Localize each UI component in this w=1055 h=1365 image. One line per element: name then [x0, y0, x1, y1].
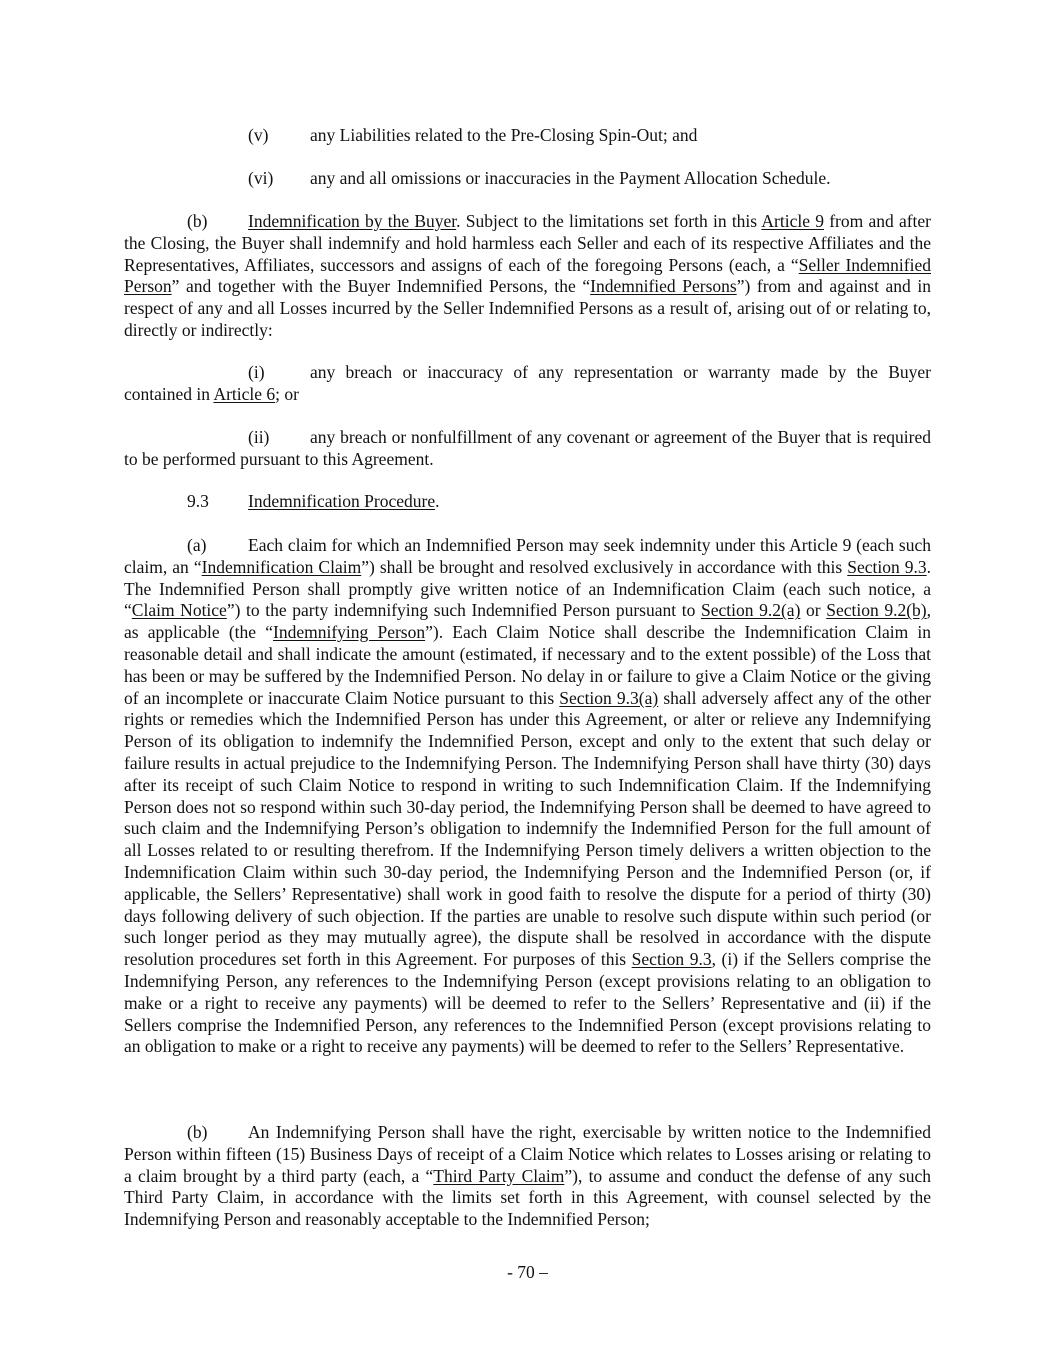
- list-item-vi: [248, 168, 831, 190]
- paragraph-label: (b): [187, 1122, 208, 1142]
- article-6-reference: Article 6: [213, 383, 276, 404]
- item-label: (vi): [248, 168, 274, 188]
- text-run: Each claim for which an Indemnified Person may seek indemnity under this Article 9 (each such claim, an “: [124, 535, 931, 577]
- text-run: or: [800, 600, 827, 621]
- item-text: any Liabilities related to the Pre-Closing Spin-Out; and: [310, 125, 698, 145]
- section-heading: Indemnification Procedure: [248, 491, 436, 511]
- text-run: ” and together with the Buyer Indemnified Persons, the “: [171, 276, 591, 297]
- text-run: ”). Each Claim Notice shall describe the Indemnification Claim in reasonable detail and shall indicate the amount (estimated, if necessary and to the extent possible) of the Loss that has been or may be suffered by the Indemnified Person. No delay in or failure to give a Claim Notice or the giving of an incomplete or inaccurate Claim Notice pursuant to this: [124, 622, 931, 708]
- defined-term-claim-notice: Claim Notice: [131, 600, 227, 621]
- defined-term-indemnified-persons: Indemnified Persons: [590, 276, 737, 297]
- defined-term-indemnification-claim: Indemnification Claim: [201, 556, 362, 577]
- section-9-2-a-reference: Section 9.2(a): [700, 600, 801, 621]
- item-label: (ii): [248, 427, 270, 447]
- item-text: any breach or nonfulfillment of any covenant or agreement of the Buyer that is required to be performed pursuant to this Agreement.: [124, 427, 931, 469]
- text-run: ; or: [275, 383, 299, 404]
- article-9-reference: Article 9: [761, 211, 824, 231]
- section-9-3-reference: Section 9.3: [847, 556, 927, 577]
- section-9-3-a-reference: Section 9.3(a): [559, 687, 659, 708]
- defined-term-indemnifying-person: Indemnifying Person: [273, 622, 426, 643]
- text-run: . The Indemnified Person shall promptly give written notice of an Indemnification Claim (each such notice, a “: [124, 556, 932, 621]
- text-run: ”), to assume and conduct the defense of any such Third Party Claim, in accordance with the limits set forth in this Agreement, with counsel selected by the Indemnifying Person and reasonably acceptable to the Indemnified Person;: [124, 1165, 931, 1230]
- section-9-3-reference: Section 9.3: [631, 949, 712, 970]
- item-label: (v): [248, 125, 269, 145]
- paragraph-9-3-a: [124, 535, 931, 1058]
- list-item-v: [248, 125, 697, 147]
- text-run: .: [435, 491, 440, 511]
- text-run: An Indemnifying Person shall have the right, exercisable by written notice to the Indemnified Person within fifteen (15) Business Days of receipt of a Claim Notice which relates to Losses arising or relating to a claim brought by a third party (each, a “: [124, 1122, 931, 1186]
- text-run: . Subject to the limitations set forth in this: [456, 211, 762, 231]
- section-heading: Indemnification by the Buyer: [248, 211, 457, 231]
- text-run: ”) from and against and in respect of any and all Losses incurred by the Seller Indemnified Persons as a result of, arising out of or relating to, directly or indirectly:: [124, 276, 931, 340]
- list-item-b-i: [124, 362, 931, 406]
- item-text: any and all omissions or inaccuracies in the Payment Allocation Schedule.: [310, 168, 831, 188]
- paragraph-label: (a): [187, 535, 207, 555]
- text-run: from and after the Closing, the Buyer shall indemnify and hold harmless each Seller and each of its respective Affiliates and the Representatives, Affiliates, successors and assigns of each of the foregoing Persons (each, a “: [124, 211, 931, 275]
- section-label: (b): [187, 211, 208, 231]
- section-b-paragraph: [124, 211, 931, 342]
- text-run: ”) to the party indemnifying such Indemnified Person pursuant to: [226, 600, 701, 621]
- text-run: , as applicable (the “: [124, 600, 931, 643]
- defined-term-third-party-claim: Third Party Claim: [433, 1165, 565, 1186]
- section-9-2-b-reference: Section 9.2(b): [826, 600, 927, 621]
- text-run: any breach or inaccuracy of any representation or warranty made by the Buyer contained in: [124, 362, 931, 404]
- text-run: , (i) if the Sellers comprise the Indemnifying Person, any references to the Indemnifying Person (except provisions relating to an obligation to make or a right to receive any payments) will be deemed to refer to the Sellers’ Representative and (ii) if the Sellers comprise the Indemnified Person, any references to the Indemnified Person (except provisions relating to an obligation to make or a right to receive any payments) will be deemed to refer to the Sellers’ Representative.: [124, 949, 931, 1057]
- text-run: ”) shall be brought and resolved exclusively in accordance with this: [361, 556, 848, 577]
- text-run: shall adversely affect any of the other rights or remedies which the Indemnified Person has under this Agreement, or alter or relieve any Indemnifying Person of its obligation to indemnify the Indemnified Person, except and only to the extent that such delay or failure results in actual prejudice to the Indemnifying Person. The Indemnifying Person shall have thirty (30) days after its receipt of such Claim Notice to respond in writing to such Indemnification Claim. If the Indemnifying Person does not so respond within such 30-day period, the Indemnifying Person shall be deemed to have agreed to such claim and the Indemnifying Person’s obligation to indemnify the Indemnified Person for the full amount of all Losses related to or resulting therefrom. If the Indemnifying Person timely delivers a written objection to the Indemnification Claim within such 30-day period, the Indemnifying Person and the Indemnified Person (or, if applicable, the Sellers’ Representative) shall work in good faith to resolve the dispute for a period of thirty (30) days following delivery of such objection. If the parties are unable to resolve such dispute within such period (or such longer period as they may mutually agree), the dispute shall be resolved in accordance with the dispute resolution procedures set forth in this Agreement. For purposes of this: [124, 687, 931, 970]
- section-9-3-heading: [124, 491, 931, 513]
- page-number: - 70 –: [507, 1262, 548, 1282]
- section-number: 9.3: [187, 491, 209, 511]
- item-label: (i): [248, 362, 265, 382]
- list-item-b-ii: [124, 427, 931, 471]
- defined-term-seller-indemnified-person: Seller Indemnified Person: [124, 254, 931, 297]
- paragraph-9-3-b: [124, 1122, 931, 1231]
